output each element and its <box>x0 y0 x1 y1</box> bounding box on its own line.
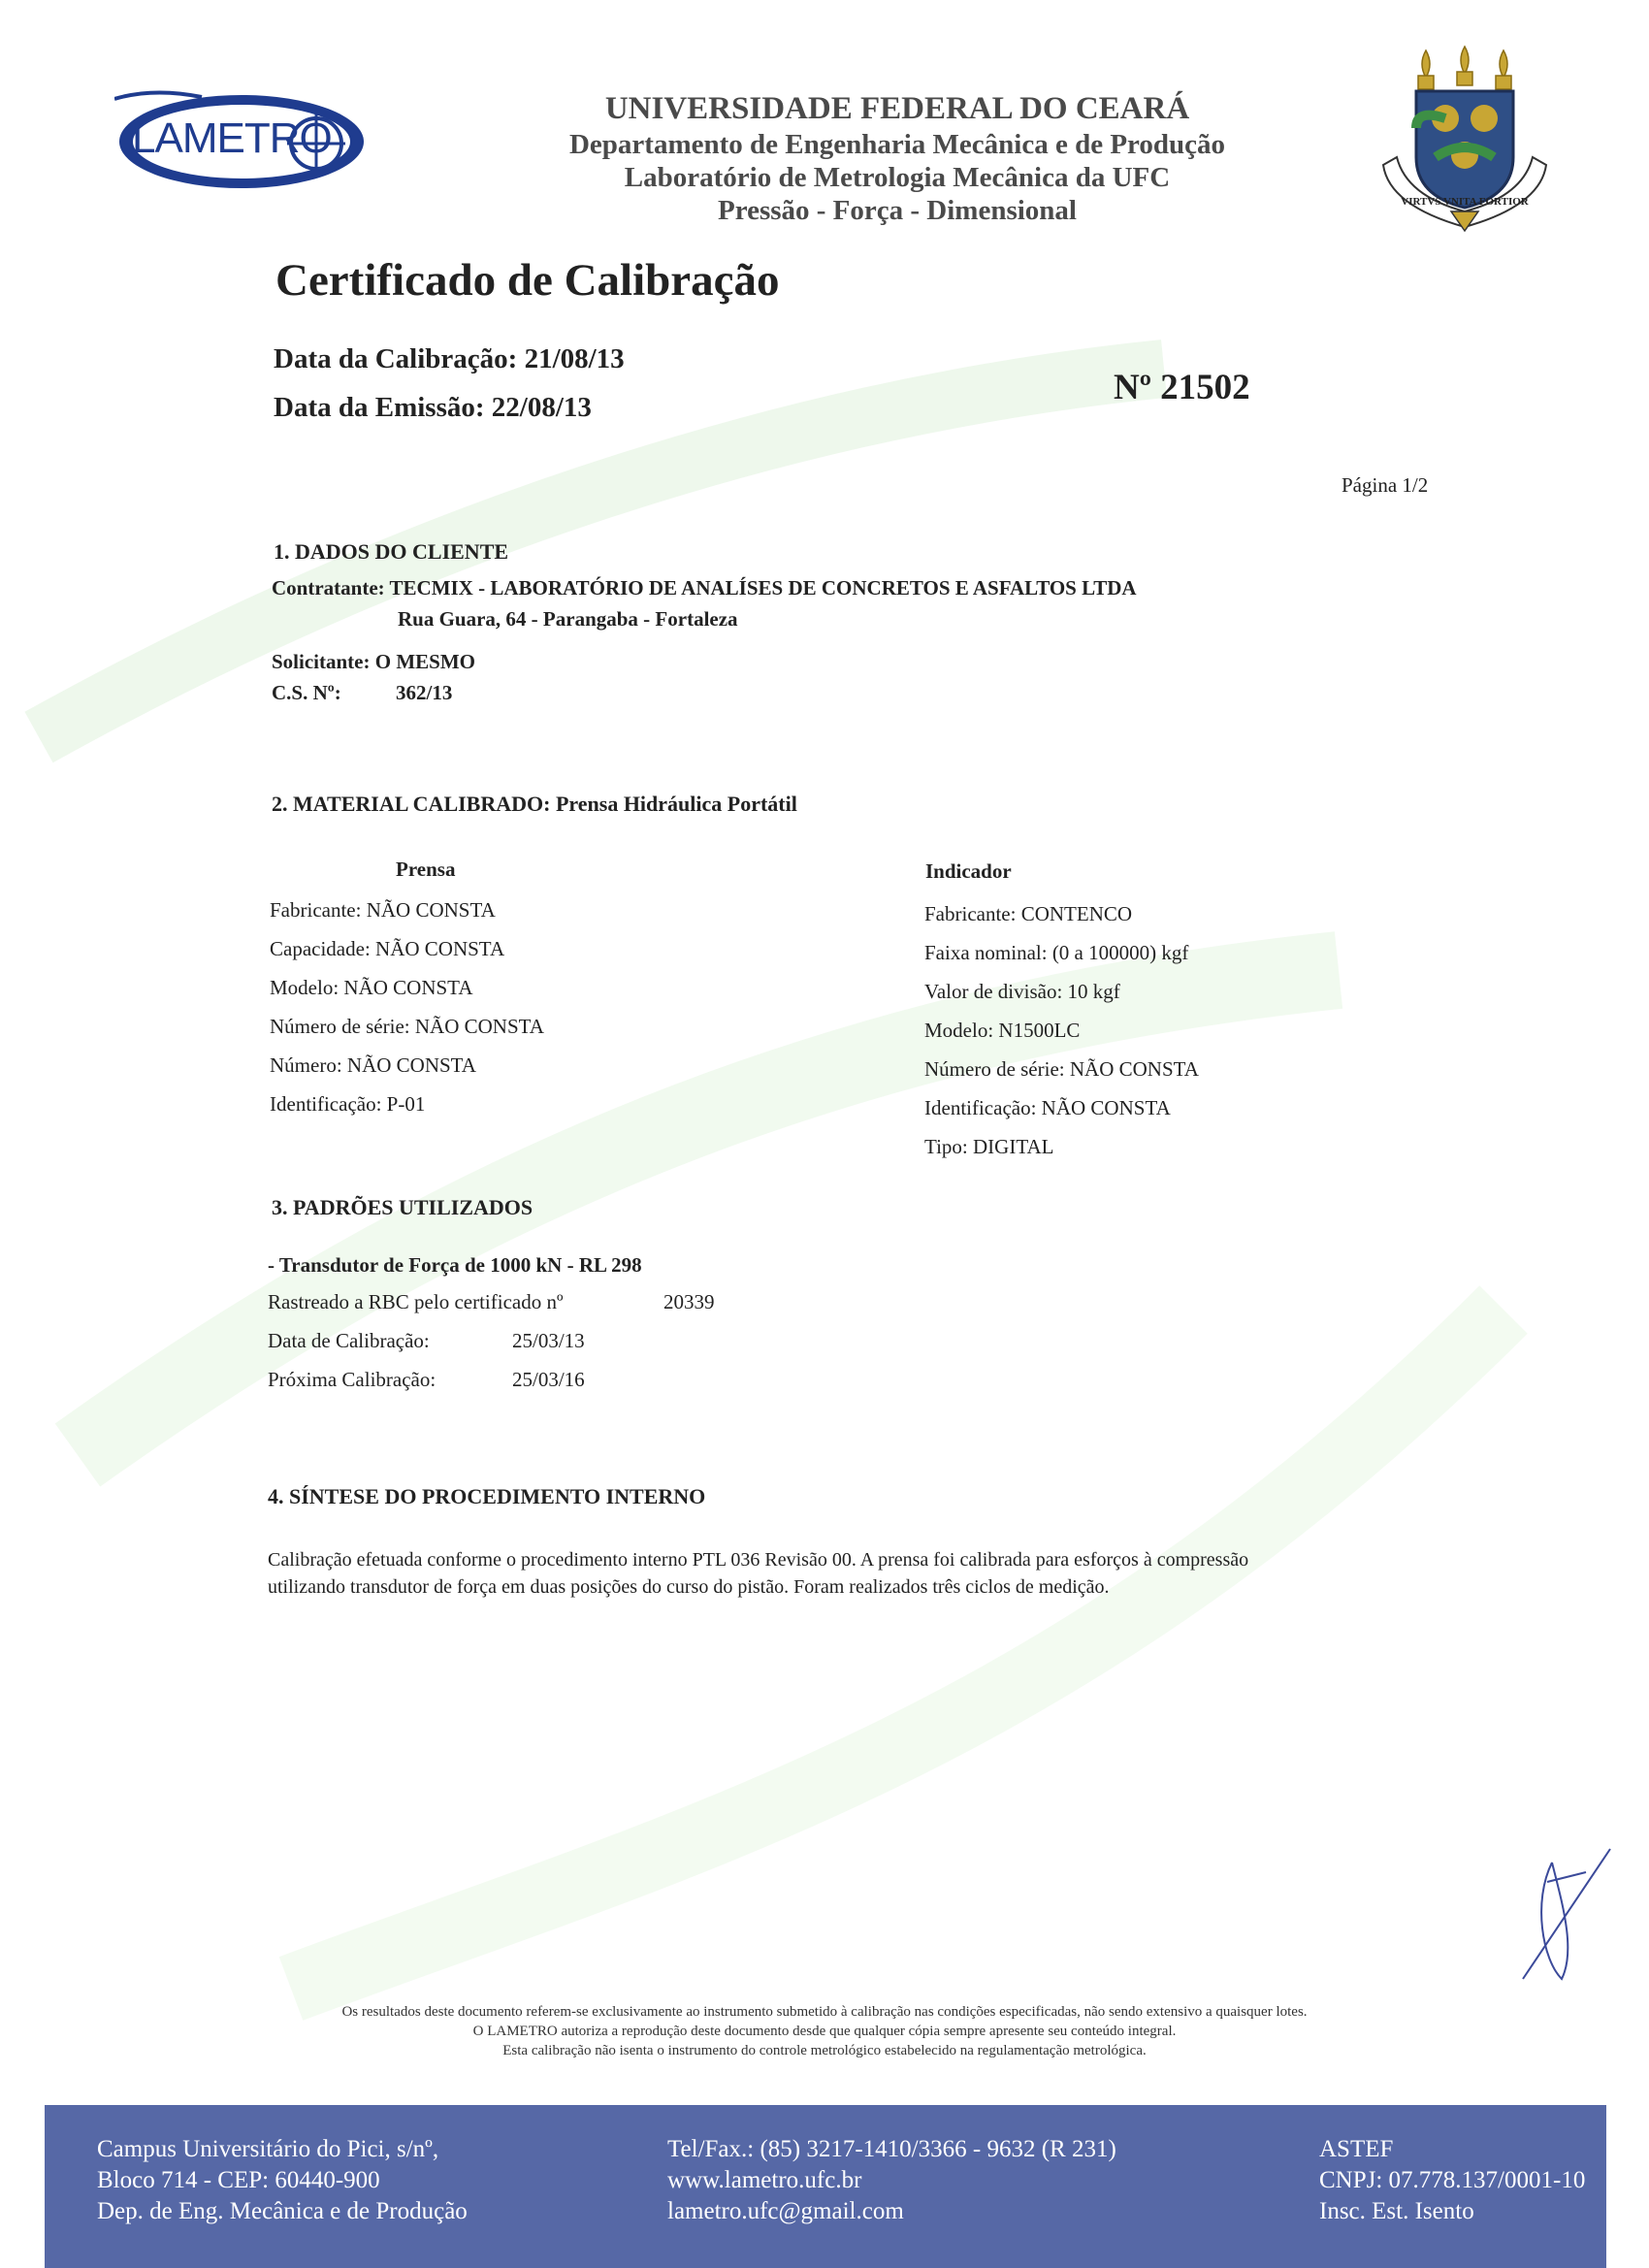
seal-motto: VIRTVS VNITA FORTIOR <box>1401 196 1529 208</box>
footer-line: ASTEF <box>1319 2136 1394 2162</box>
indicator-item: Fabricante: CONTENCO <box>924 902 1133 925</box>
footer-line: Dep. de Eng. Mecânica e de Produção <box>97 2198 468 2224</box>
ufc-seal-icon <box>1377 41 1552 244</box>
indicator-item: Identificação: NÃO CONSTA <box>924 1096 1171 1119</box>
footer-website-link[interactable]: www.lametro.ufc.br <box>667 2167 862 2193</box>
transducer-title: - Transdutor de Força de 1000 kN - RL 298 <box>268 1253 642 1277</box>
note-line: O LAMETRO autoriza a reprodução deste documento desde que qualquer cópia sempre apresente seu conteúdo integral. <box>472 2024 1177 2039</box>
indicator-heading: Indicador <box>925 859 1012 883</box>
institution-header <box>504 89 1290 227</box>
footer-phone: Tel/Fax.: (85) 3217-1410/3366 - 9632 (R 231) <box>667 2136 1116 2162</box>
cs-value: 362/13 <box>396 681 453 704</box>
traceability-value: 20339 <box>663 1290 715 1313</box>
client-section-title: 1. DADOS DO CLIENTE <box>274 539 509 564</box>
logo-text: LAMETRO <box>132 114 332 162</box>
department-name: Departamento de Engenharia Mecânica e de Produção <box>568 129 1226 160</box>
emission-date: Data da Emissão: 22/08/13 <box>274 392 592 423</box>
cs-label: C.S. Nº: <box>272 681 341 704</box>
footer-line: CNPJ: 07.778.137/0001-10 <box>1319 2167 1586 2193</box>
traceability-label: Rastreado a RBC pelo certificado nº <box>268 1290 564 1313</box>
signature <box>1494 1843 1620 1989</box>
material-section-title: 2. MATERIAL CALIBRADO: Prensa Hidráulica Portátil <box>272 792 797 816</box>
lab-scope: Pressão - Força - Dimensional <box>718 195 1077 226</box>
note-line: Esta calibração não isenta o instrumento do controle metrológico estabelecido na regulamentação metrológica. <box>502 2043 1147 2058</box>
indicator-item: Valor de divisão: 10 kgf <box>924 980 1120 1003</box>
footer-contact <box>667 2134 1116 2227</box>
footer-email-link[interactable]: lametro.ufc@gmail.com <box>667 2198 904 2224</box>
standard-calibration-value: 25/03/13 <box>512 1329 585 1352</box>
indicator-item: Tipo: DIGITAL <box>924 1135 1054 1158</box>
procedure-section-title: 4. SÍNTESE DO PROCEDIMENTO INTERNO <box>268 1484 706 1508</box>
document-title: Certificado de Calibração <box>275 255 780 306</box>
footer-line: Insc. Est. Isento <box>1319 2198 1474 2224</box>
standards-section-title: 3. PADRÕES UTILIZADOS <box>272 1195 534 1219</box>
press-details <box>270 891 544 1123</box>
university-name: UNIVERSIDADE FEDERAL DO CEARÁ <box>604 91 1190 126</box>
indicator-item: Número de série: NÃO CONSTA <box>924 1057 1199 1081</box>
lametro-logo <box>114 85 369 192</box>
footer-line: Bloco 714 - CEP: 60440-900 <box>97 2167 380 2193</box>
standard-calibration-label: Data de Calibração: <box>268 1329 430 1352</box>
press-item: Capacidade: NÃO CONSTA <box>270 937 505 960</box>
legal-notes <box>194 2002 1455 2060</box>
page-number: Página 1/2 <box>1342 473 1429 497</box>
client-address: Rua Guara, 64 - Parangaba - Fortaleza <box>398 607 738 631</box>
indicator-item: Faixa nominal: (0 a 100000) kgf <box>924 941 1189 964</box>
press-item: Identificação: P-01 <box>270 1092 426 1116</box>
contractor: Contratante: TECMIX - LABORATÓRIO DE ANALÍSES DE CONCRETOS E ASFALTOS LTDA <box>272 576 1137 599</box>
next-calibration-value: 25/03/16 <box>512 1368 585 1391</box>
procedure-line: utilizando transdutor de força em duas posições do curso do pistão. Foram realizados três ciclos de medição. <box>268 1576 1110 1598</box>
footer-address <box>97 2134 468 2227</box>
press-item: Fabricante: NÃO CONSTA <box>270 898 496 922</box>
note-line: Os resultados deste documento referem-se exclusivamente ao instrumento submetido à calibração nas condições especificadas, não sendo extensivo a quaisquer lotes. <box>341 2004 1308 2020</box>
press-item: Número de série: NÃO CONSTA <box>270 1015 544 1038</box>
certificate-number: Nº 21502 <box>1114 368 1250 407</box>
indicator-item: Modelo: N1500LC <box>924 1019 1081 1042</box>
indicator-details <box>924 894 1199 1166</box>
press-item: Modelo: NÃO CONSTA <box>270 976 473 999</box>
footer-line: Campus Universitário do Pici, s/nº, <box>97 2136 439 2162</box>
procedure-text <box>268 1546 1412 1601</box>
footer-company <box>1319 2134 1585 2227</box>
next-calibration-label: Próxima Calibração: <box>268 1368 436 1391</box>
calibration-date: Data da Calibração: 21/08/13 <box>274 343 625 374</box>
procedure-line: Calibração efetuada conforme o procedimento interno PTL 036 Revisão 00. A prensa foi calibrada para esforços à compressão <box>268 1549 1249 1571</box>
press-item: Número: NÃO CONSTA <box>270 1053 476 1077</box>
requester: Solicitante: O MESMO <box>272 650 475 673</box>
press-heading: Prensa <box>396 858 456 881</box>
laboratory-name: Laboratório de Metrologia Mecânica da UFC <box>624 162 1171 193</box>
